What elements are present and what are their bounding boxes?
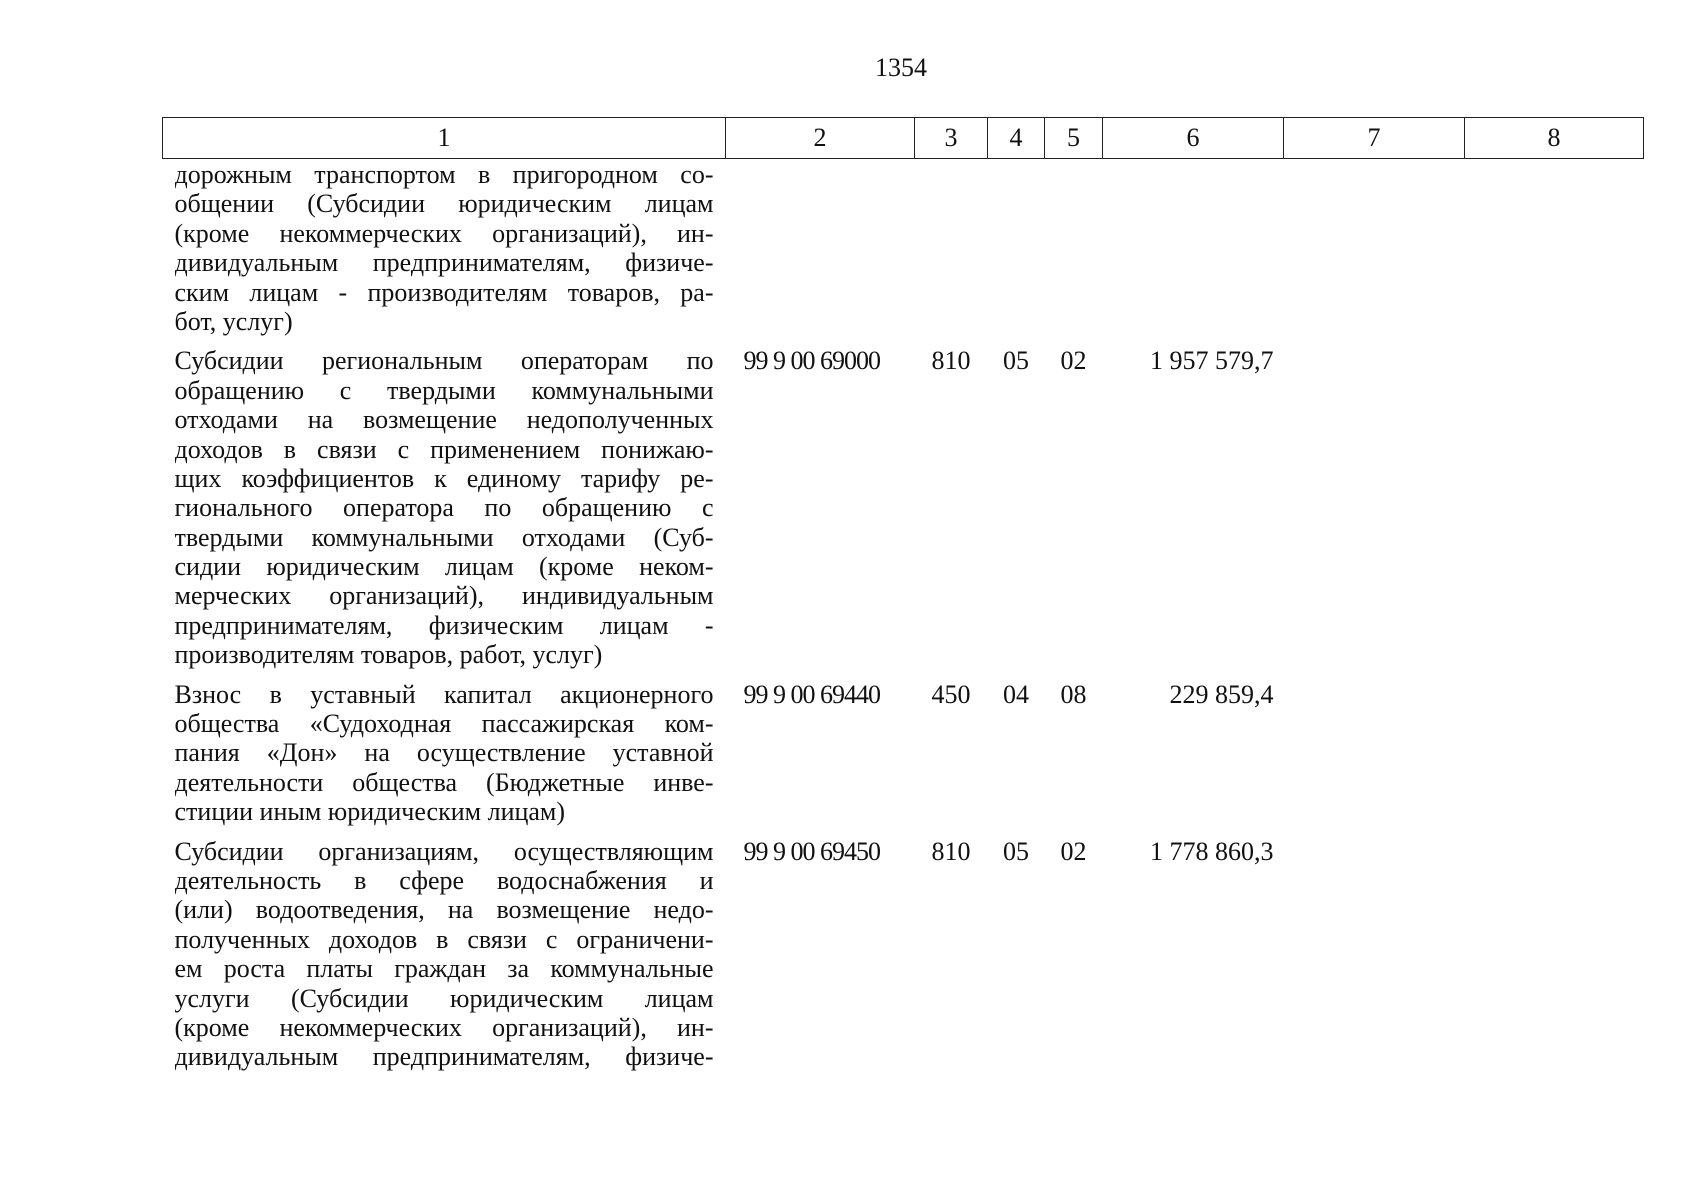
target-article-code: 99 9 00 69000 (743, 346, 880, 376)
section-code: 05 (1003, 346, 1029, 376)
table-row (163, 346, 1644, 679)
description-line: деятельности общества (Бюджетные инве- (174, 767, 714, 797)
description-line: дивидуальным предпринимателям, физиче- (174, 248, 714, 278)
description-line: обращению с твердыми коммунальными (174, 375, 714, 405)
column-7-value (1284, 680, 1465, 837)
amount-value: 1 957 579,7 (1150, 346, 1274, 376)
description-line: (кроме некоммерческих организаций), ин- (174, 1012, 714, 1042)
column-header: 1 (163, 118, 726, 159)
row-description (163, 346, 726, 679)
target-article-code: 99 9 00 69440 (743, 679, 880, 709)
section-code (988, 159, 1045, 347)
page-number: 1354 (875, 53, 927, 82)
table-row (163, 159, 1644, 347)
table-row (163, 680, 1644, 837)
description-line: услуги (Субсидии юридическим лицам (174, 983, 714, 1013)
column-header: 4 (988, 118, 1045, 159)
target-article-code (726, 159, 915, 347)
description-line: производителям товаров, работ, услуг) (174, 640, 603, 670)
table-row (163, 837, 1644, 1082)
table-body (163, 159, 1644, 1082)
section-code: 04 (1003, 679, 1029, 709)
description-line: сидии юридическим лицам (кроме неком- (174, 552, 714, 582)
column-header: 6 (1103, 118, 1284, 159)
description-line: общении (Субсидии юридическим лицам (174, 189, 714, 219)
description-line: щих коэффициентов к единому тарифу ре- (174, 463, 714, 493)
column-7-value (1284, 346, 1465, 679)
column-8-value (1465, 680, 1644, 837)
row-description (163, 837, 726, 1082)
description-line: ем роста платы граждан за коммунальные (174, 954, 714, 984)
expense-type-code: 450 (931, 679, 971, 709)
description-line: пания «Дон» на осуществление уставной (174, 738, 714, 768)
description-line: дивидуальным предпринимателям, физиче- (174, 1042, 714, 1072)
section-code: 05 (1003, 836, 1029, 866)
description-line: предпринимателям, физическим лицам - (174, 610, 714, 640)
description-line: Субсидии региональным операторам по (174, 346, 714, 376)
target-article-code: 99 9 00 69450 (743, 836, 880, 866)
column-8-value (1465, 159, 1644, 347)
column-header: 7 (1284, 118, 1465, 159)
description-line: доходов в связи с применением понижаю- (174, 434, 714, 464)
column-7-value (1284, 159, 1465, 347)
subsection-code: 02 (1060, 346, 1087, 376)
amount-value (1103, 159, 1284, 347)
expense-type-code: 810 (931, 836, 971, 866)
budget-table (162, 117, 1644, 1082)
description-line: Субсидии организациям, осуществляющим (174, 836, 714, 866)
subsection-code: 08 (1060, 679, 1087, 709)
description-line: мерческих организаций), индивидуальным (174, 581, 714, 611)
amount-value: 1 778 860,3 (1150, 836, 1274, 866)
description-line: Взнос в уставный капитал акционерного (174, 679, 714, 709)
column-header: 3 (915, 118, 988, 159)
expense-type-code (915, 159, 988, 347)
subsection-code: 02 (1060, 836, 1087, 866)
description-line: отходами на возмещение недополученных (174, 405, 714, 435)
description-line: гионального оператора по обращению с (174, 493, 714, 523)
description-line: (или) водоотведения, на возмещение недо- (174, 895, 714, 925)
description-line: деятельность в сфере водоснабжения и (174, 865, 714, 895)
column-8-value (1465, 837, 1644, 1082)
header-row (163, 118, 1644, 159)
row-description (163, 680, 726, 837)
description-line: общества «Судоходная пассажирская ком- (174, 709, 714, 739)
subsection-code (1045, 159, 1103, 347)
column-7-value (1284, 837, 1465, 1082)
description-line: твердыми коммунальными отходами (Суб- (174, 522, 714, 552)
amount-value: 229 859,4 (1169, 679, 1274, 709)
column-header: 2 (726, 118, 915, 159)
description-line: стиции иным юридическим лицам) (174, 797, 566, 827)
row-description (163, 159, 726, 347)
description-line: дорожным транспортом в пригородном со- (174, 160, 714, 189)
description-line: полученных доходов в связи с ограничени- (174, 924, 714, 954)
column-header: 8 (1465, 118, 1644, 159)
expense-type-code: 810 (931, 346, 971, 376)
description-line: (кроме некоммерческих организаций), ин- (174, 218, 714, 248)
description-line: бот, услуг) (174, 306, 293, 336)
description-line: ским лицам - производителям товаров, ра- (174, 277, 714, 307)
column-8-value (1465, 346, 1644, 679)
column-header: 5 (1045, 118, 1103, 159)
